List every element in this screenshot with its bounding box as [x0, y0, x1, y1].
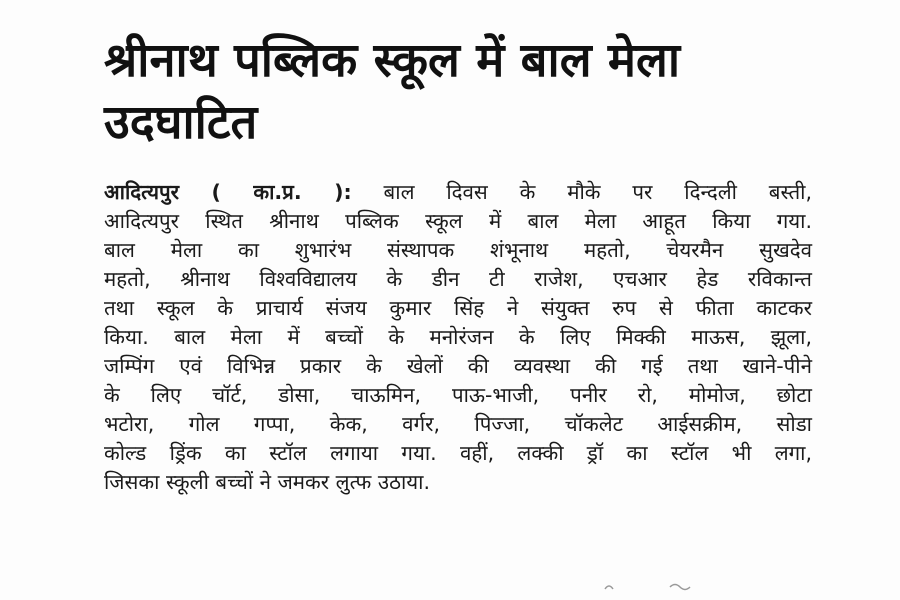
body-line-2: आदित्यपुर स्थित श्रीनाथ पब्लिक स्कूल में बाल मेला आहूत किया गया.: [104, 209, 812, 233]
headline: [104, 30, 824, 154]
headline-line-2: उदघाटित: [104, 95, 258, 150]
body-line-1: [104, 178, 812, 207]
body-line-9: भटोरा, गोल गप्पा, केक, वर्गर, पिज्जा, चॉकलेट आईसक्रीम, सोडा: [104, 412, 812, 436]
body-line-3: बाल मेला का शुभारंभ संस्थापक शंभूनाथ महतो, चेयरमैन सुखदेव: [104, 238, 812, 262]
body-line-10: कोल्ड ड्रिंक का स्टॉल लगाया गया. वहीं, लक्की ड्रॉ का स्टॉल भी लगा,: [104, 441, 812, 465]
body-line-5: तथा स्कूल के प्राचार्य संजय कुमार सिंह ने संयुक्त रुप से फीता काटकर: [104, 296, 812, 320]
body-line-4: महतो, श्रीनाथ विश्वविद्यालय के डीन टी राजेश, एचआर हेड रविकान्त: [104, 267, 812, 291]
article-body: [104, 178, 812, 497]
headline-line-1: श्रीनाथ पब्लिक स्कूल में बाल मेला: [104, 33, 681, 88]
body-text-1: बाल दिवस के मौके पर दिन्दली बस्ती,: [351, 180, 812, 204]
body-line-8: के लिए चॉर्ट, डोसा, चाऊमिन, पाऊ-भाजी, पनीर रो, मोमोज, छोटा: [104, 383, 812, 407]
dateline: आदित्यपुर ( का.प्र. ):: [104, 180, 352, 204]
body-line-11: जिसका स्कूली बच्चों ने जमकर लुत्फ उठाया.: [104, 470, 431, 494]
print-bleed-marks: [600, 575, 720, 595]
body-line-7: जम्पिंग एवं विभिन्न प्रकार के खेलों की व्यवस्था की गई तथा खाने-पीने: [104, 354, 812, 378]
body-line-6: किया. बाल मेला में बच्चों के मनोरंजन के लिए मिक्की माऊस, झूला,: [104, 325, 812, 349]
